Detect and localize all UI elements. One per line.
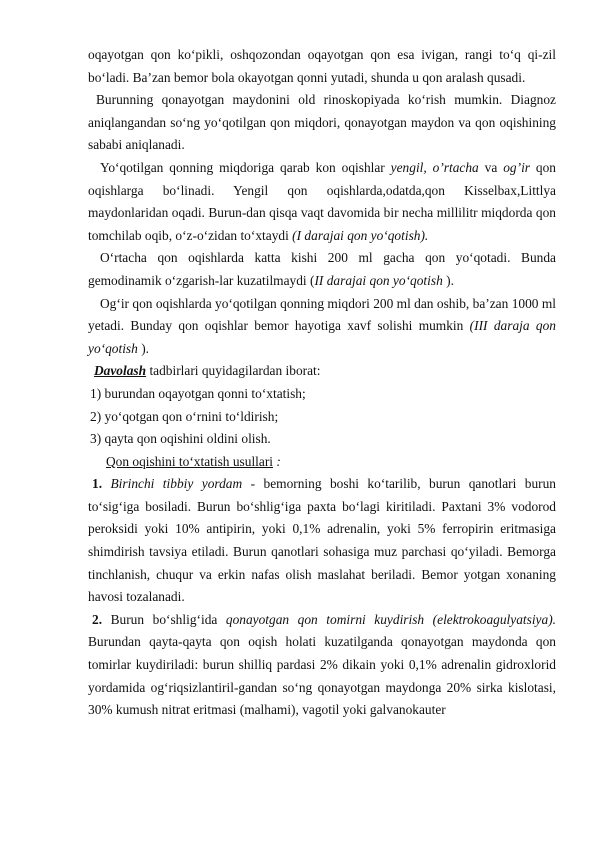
ortacha-degree-2: II darajai qon yo‘qotish [314,272,443,288]
list-item: 3) qayta qon oqishini oldini olish. [90,431,271,447]
ortacha-text-post: ). [442,272,454,288]
classification-ogir: og’ir [503,159,531,175]
ogir-text-pre: Og‘ir qon oqishlarda yo‘qotilgan qonning miqdori 200 ml dan oshib, ba’zan 1000 ml yetadi. Bunday qon oqishlar bemor hayotiga xavf solishi mumkin [88,295,556,334]
section-2 [88,609,556,722]
paragraph-rinoskopiya-text: Burunning qonayotgan maydonini old rinoskopiyada ko‘rish mumkin. Diagnoz aniqlangandan so‘ng yo‘qotilgan qon miqdori, qonayotgan maydon va qon oqishining sababi aniqlanadi. [88,92,556,153]
davolash-heading [88,360,556,383]
list-item: 1) burundan oqayotgan qonni to‘xtatish; [90,385,306,401]
usul-heading [88,451,556,474]
davolash-rest: tadbirlari quyidagilardan iborat: [146,363,321,379]
section-2-text: Burundan qayta-qayta qon oqish holati kuzatilganda qonayotgan maydonda qon tomirlar kuydiriladi: burun shilliq pardasi 2% dikain yoki 0,1% adrenalin gidroxlorid yordamida og‘riqsizlantiril-gandan so‘ng qonayotgan maydonga 20% sirka kislotasi, 30% kumush nitrat eritmasi (malhami), vagotil yoki galvanokauter [88,634,556,718]
list-item: 2) yo‘qotgan qon o‘rnini to‘ldirish; [90,408,279,424]
section-2-pre: Burun bo‘shlig‘ida [102,611,226,627]
paragraph-1 [88,44,556,89]
section-1 [88,473,556,609]
davolash-word: Davolash [94,363,147,379]
ogir-degree-3: (III daraja qon yo‘qotish [88,318,556,356]
ogir-text-post: ). [137,340,149,356]
treatment-list [88,383,556,451]
section-1-title: Birinchi tibbiy yordam [102,476,243,492]
classification-va: va [478,159,504,175]
usul-title: Qon oqishini to‘xtatish usullari [106,453,274,469]
classification-yengil: yengil, o’rtacha [390,159,479,175]
paragraph-1-text: oqayotgan qon ko‘pikli, oshqozondan oqayotgan qon esa ivigan, rangi to‘q qi-zil bo‘ladi. Ba’zan bemor bola okayotgan qonni yutadi, shunda u qon aralash qusadi. [88,47,556,85]
paragraph-classification [88,157,556,247]
classification-degree-1: (I darajai qon yo‘qotish). [292,227,429,243]
section-1-number: 1. [92,476,103,492]
ortacha-text-pre: O‘rtacha qon oqishlarda katta kishi 200 ml gacha qon yo‘qotadi. Bunda gemodinamik o‘zgarish-lar kuzatilmaydi ( [88,250,556,288]
paragraph-ortacha [88,247,556,292]
paragraph-rinoskopiya [88,89,556,157]
classification-text-mid: qon oqishlarga bo‘linadi. Yengil qon oqishlarda,odatda,qon Kisselbax,Littlya maydonlaridan oqadi. Burun-dan qisqa vaqt davomida bir necha millilitr miqdorda qon tomchilab oqib, o‘z-o‘zidan to‘xtaydi [88,159,557,243]
usul-colon: : [273,453,281,469]
paragraph-ogir [88,293,556,361]
classification-text-pre: Yo‘qotilgan qonning miqdoriga qarab kon oqishlar [100,159,391,175]
section-1-text: - bemorning boshi ko‘tarilib, burun qanotlari burun to‘sig‘iga bosiladi. Burun bo‘shlig‘iga paxta bo‘lagi kiritiladi. Paxtani 3% vodorod peroksidi yoki 10% antipirin, yoki 0,1% adrenalin, yoki 5% ferropirin eritmasiga shimdirish tavsiya etiladi. Burun qanotlari sohasiga muz parchasi qo‘yiladi. Bemorga tinchlanish, chuqur va erkin nafas olish maslahat beriladi. Bemor yotgan xonaning havosi tozalanadi. [88,476,556,605]
section-2-title: qonayotgan qon tomirni kuydirish (elektrokoagulyatsiya). [225,611,556,627]
section-2-number: 2. [92,611,103,627]
document-page [88,44,556,722]
